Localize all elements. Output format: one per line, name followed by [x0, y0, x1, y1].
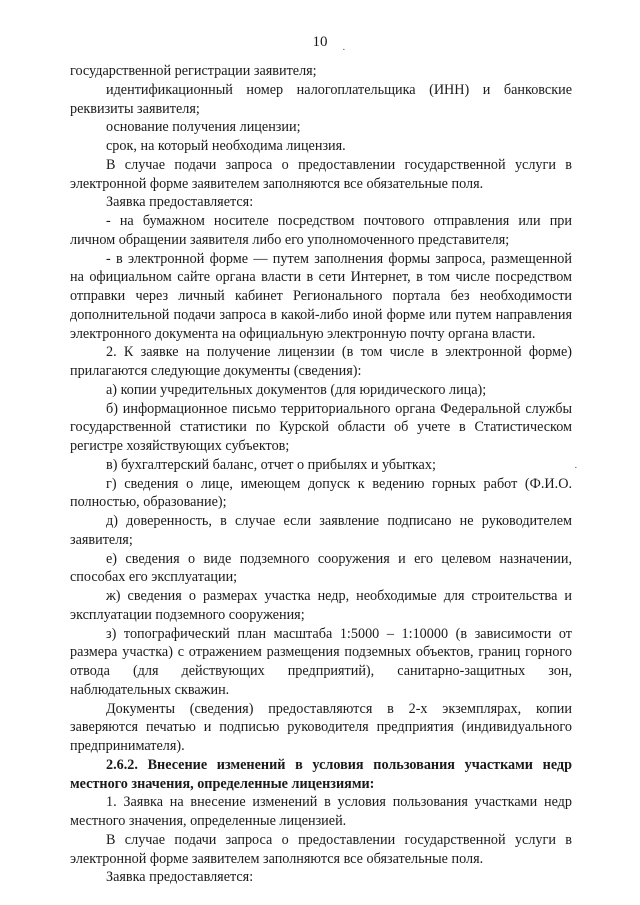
paragraph: - в электронной форме — путем заполнения формы запроса, размещенной на официальном сайте органа власти в сети Интернет, в том числе посредством отправки через личный кабинет Регионального портала без необходимости дополнительной подачи запроса в какой-либо иной форме или путем направления электронного документа на официальную электронную почту органа власти.: [70, 250, 572, 342]
paragraph: е) сведения о виде подземного сооружения и его целевом назначении, способах его эксплуатации;: [70, 550, 572, 586]
paragraph: государственной регистрации заявителя;: [70, 63, 317, 79]
paragraph: основание получения лицензии;: [106, 119, 301, 136]
section-heading: 2.6.2. Внесение изменений в условия пользования участками недр местного значения, определенные лицензиями:: [70, 756, 572, 792]
page-number: 10: [312, 34, 328, 50]
scan-speck: ·: [574, 462, 578, 474]
paragraph: д) доверенность, в случае если заявление подписано не руководителем заявителя;: [70, 513, 572, 548]
paragraph: б) информационное письмо территориального органа Федеральной службы государственной статистики по Курской области об учете в Статистическом регистре хозяйствующих субъектов;: [70, 400, 572, 454]
paragraph: В случае подачи запроса о предоставлении государственной услуги в электронной форме заявителем заполняются все обязательные поля.: [70, 156, 572, 192]
paragraph: а) копии учредительных документов (для юридического лица);: [106, 381, 487, 398]
paragraph: 2. К заявке на получение лицензии (в том числе в электронной форме) прилагаются следующие документы (сведения):: [70, 344, 572, 379]
paragraph: срок, на который необходима лицензия.: [106, 138, 346, 154]
paragraph: ж) сведения о размерах участка недр, необходимые для строительства и эксплуатации подземного сооружения;: [70, 588, 572, 623]
paragraph: В случае подачи запроса о предоставлении государственной услуги в электронной форме заявителем заполняются все обязательные поля.: [70, 831, 572, 867]
document-body: [70, 62, 572, 887]
paragraph: 1. Заявка на внесение изменений в условия пользования участками недр местного значения, определенные лицензией.: [70, 794, 572, 829]
paragraph: - на бумажном носителе посредством почтового отправления или при личном обращении заявителя либо его уполномоченного представителя;: [70, 213, 572, 248]
paragraph: Заявка предоставляется:: [106, 194, 254, 211]
paragraph: в) бухгалтерский баланс, отчет о прибылях и убытках;: [106, 456, 436, 473]
paragraph: з) топографический план масштаба 1:5000 – 1:10000 (в зависимости от размера участка) с отражением размещения подземных объектов, границ горного отвода (для действующих предприятий), санитарно-защитных зон, наблюдательных скважин.: [70, 625, 572, 698]
paragraph: идентификационный номер налогоплательщика (ИНН) и банковские реквизиты заявителя;: [70, 81, 572, 117]
paragraph: Документы (сведения) предоставляются в 2-х экземплярах, копии заверяются печатью и подписью руководителя предприятия (индивидуального предпринимателя).: [70, 700, 572, 754]
scan-speck: ·: [342, 44, 346, 56]
paragraph: Заявка предоставляется:: [106, 869, 254, 886]
paragraph: г) сведения о лице, имеющем допуск к ведению горных работ (Ф.И.О. полностью, образование);: [70, 475, 572, 511]
